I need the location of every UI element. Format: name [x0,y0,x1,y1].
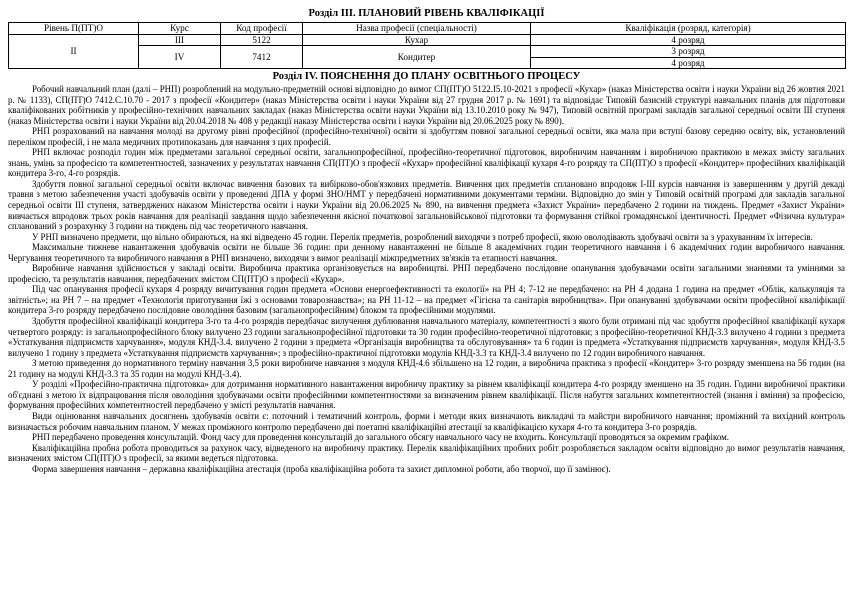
qualification-cell: 4 розряд [531,57,846,69]
paragraph: Під час опанування професії кухаря 4 розряду вичитування годин предмета «Основи енергоефективності та екології» на РН 4; 7-12 не передбачено: на РН 4 додана 1 година на предмет «Облік, калькуляція та звітність»; на РН 7 – на предмет «Технологія приготування їжі з основами товарознавства»; на РН 11-12 – на предмет «Гігієна та санітарія виробництва». При опануванні здобувачами освіти професійної кваліфікації кондитера 3-го розряду передбачено послідовне оволодіння базовим (загальнопрофесійним) блоком та професійними модулями. [8,284,845,316]
qualification-cell: 4 розряд [531,34,846,46]
header-code: Код професії [221,23,303,35]
paragraph: Виробниче навчання здійснюється у закладі освіти. Виробнича практика організовується на виробництві. РНП передбачено послідовне опанування здобувачами освіти загальними знаннями та уміннями за професією, та результатів навчання, передбачених змістом СП(ПТ)О з професії «Кухар». [8,263,845,284]
paragraph: РНП включає розподіл годин між предметами загальної середньої освіти, загальнопрофесійної, професійно-теоретичної підготовок, виробничим навчанням і виробничою практикою в межах змісту загальних знань, умінь за професією та компетентностей, зазначених у результатах навчання СП(ПТ)О з професії «Кухар» професійної кваліфікації кухаря 4-го розряду та СП(ПТ)О з професії «Кондитер» професійних кваліфікацій кондитера 3-го, 4-го розрядів. [8,147,845,179]
header-qualification: Кваліфікація (розряд, категорія) [531,23,846,35]
table-row [9,34,846,46]
paragraph: Види оцінювання навчальних досягнень здобувачів освіти є: поточний і тематичний контроль, форми і методи яких визначають викладачі та майстри виробничого навчання; проміжний та вихідний контроль визначається робочим навчальним планом. У межах проміжного контролю передбачено дві поетапні кваліфікаційні атестації за кваліфікацією кухаря 4-го та кондитера 3-го розрядів. [8,410,845,432]
course-cell: ІV [139,46,221,69]
explanation-text [8,84,845,474]
paragraph: Здобуття професійної кваліфікації кондитера 3-го та 4-го розрядів передбачає вилучення дублювання навчального матеріалу, компетентності з якого були отримані під час здобуття професійної кваліфікації кухаря четвертого розряду: із загальнопрофесійного блоку вилучено 23 години загальнопрофесійної підготовки та 30 годин професійно-теоретичної підготовки; з професійно-теоретичної КНД-3.3 вилучено 4 години з предмета «Устаткування підприємств харчування», модуля КНД-3.4. вилучено 2 години з предмета «Організація виробництва та обслуговування» та 6 годин із предмета «Устаткування підприємств харчування», модуля КНД-3.5 вилучено 1 годину з предмета «Устаткування підприємств харчування»; з професійно-практичної підготовки модулів КНД-3.3 та КНД-3.4 вилучено по 12 годин виробничого навчання. [8,316,845,358]
header-profession: Назва професії (спеціальності) [303,23,531,35]
course-cell: ІІІ [139,34,221,46]
code-cell: 7412 [221,46,303,69]
paragraph: У розділі «Професійно-практична підготовка» для дотримання нормативного навантаження виробничу практику за рівнем кваліфікації кондитера 4-го розряду зменшено на 35 годин. Години виробничої практики об'єднані з метою їх відпрацювання після оволодіння здобувачами освіти професійними компетентностями за визначеним рівнем кваліфікації. Після набуття загальних компетентностей (знання і вміння) за професією, формування професійних компетентностей передбачено у змісті результатів навчання. [8,379,845,411]
paragraph: Кваліфікаційна пробна робота проводиться за рахунок часу, відведеного на виробничу практику. Перелік кваліфікаційних пробних робіт розробляється закладом освіти відповідно до вимог результатів навчання, визначених змістом СП(ПТ)О з професії, за якими ведеться підготовка. [8,442,845,464]
paragraph: Здобуття повної загальної середньої освіти включає вивчення базових та вибірково-обов'язкових предметів. Вивчення цих предметів сплановано впродовж І-ІІІ курсів навчання із завершенням у другій декаді травня з метою забезпечення участі здобувачів освіти у проведенні ДПА у формі ЗНО/НМТ у передбачені нормативними документами терміни. Відповідно до змін у Типовій освітній програмі для закладів загальної середньої освіти ІІІ ступеня, затверджених наказом Міністерства освіти і науки України від 20.06.2025 № 890, на вивчення предмета «Захист України» передбачено 2 години на тиждень. Предмет «Захист України» вивчається впродовж трьох років навчання для реалізації завдання щодо забезпечення якісної початкової загальновійськової підготовки та формування стійкої громадянської ідентичності. Предмет «Фізична культура» спланований з розрахунку 3 години на тиждень під час теоретичного навчання. [8,178,845,232]
table-header-row [9,23,846,35]
qualification-cell: 3 розряд [531,46,846,58]
qualification-table [8,22,846,69]
paragraph: Робочий навчальний план (далі – РНП) розроблений на модульно-предметній основі відповідно до вимог СП(ПТ)О 5122.І5.10-2021 з професії «Кухар» (наказ Міністерства освіти і науки України від 26 жовтня 2021 р. № 1133), СП(ПТ)О 7412.С.10.70 - 2017 з професії «Кондитер» (наказ Міністерства освіти і науки України від 27 грудня 2017 р. № 1691) та відповідає Типовій базисній структурі навчальних планів для підготовки кваліфікованих робітників у професійно-технічних навчальних закладах (наказ Міністерства освіти науки України від 13.10.2010 року № 947), Типовій освітній програмі закладів загальної середньої освіти ІІІ ступеня (наказ Міністерства освіти і науки України від 20.04.2018 № 408 у редакції наказу Міністерства освіти і науки України від 20.06.2025 року № 890). [8,84,845,126]
level-cell: ІІ [9,34,139,69]
profession-cell: Кухар [303,34,531,46]
paragraph: Форма завершення навчання – державна кваліфікаційна атестація (проба кваліфікаційна робота та захист дипломної роботи, або творчої, що її замінює). [32,463,611,474]
section-3-title: Розділ ІІІ. ПЛАНОВИЙ РІВЕНЬ КВАЛІФІКАЦІЇ [308,8,545,19]
paragraph: РНП передбачено проведення консультацій. Фонд часу для проведення консультацій до загального обсягу навчального часу не входить. Консультації проводяться за окремим графіком. [32,432,729,443]
header-course: Курс [139,23,221,35]
paragraph: З метою приведення до нормативного терміну навчання 3,5 роки виробниче навчання з модуля КНД-4.6 збільшено на 12 годин, а виробнича практика з професії «Кондитер» 3-го розряду зменшена на 56 годин (на 21 годину на модулі КНД-3.3 та 35 годин на модулі КНД-3.4). [8,358,845,379]
section-4-title: Розділ ІV. ПОЯСНЕННЯ ДО ПЛАНУ ОСВІТНЬОГО ПРОЦЕСУ [272,71,581,82]
code-cell: 5122 [221,34,303,46]
paragraph: Максимальне тижневе навантаження здобувачів освіти не більше 36 годин: при денному навантаженні не більше 8 академічних годин теоретичного навчання і 6 академічних годин виробничого навчання. Чергування теоретичного та виробничого навчання в РНП визначено, виходячи з вимог реалізації міжпредметних зв'язків та етапності навчання. [8,242,845,263]
profession-cell: Кондитер [303,46,531,69]
header-level: Рівень П(ПТ)О [9,23,139,35]
paragraph: У РНП визначено предмети, що вільно обираються, на які відведено 45 годин. Перелік предметів, розроблений виходячи з потреб професії, якою оволодівають здобувачі освіти за з урахуванням їх інтересів. [32,231,813,242]
paragraph: РНП розрахований на навчання молоді на другому рівні професійної (професійно-технічної) освіти зі здобуттям повної загальної середньої освіти, яка мала при вступі базову середню освіту, вік, установлений переліком професій, і не мала медичних протипоказань для навчання з цих професій. [8,126,845,147]
